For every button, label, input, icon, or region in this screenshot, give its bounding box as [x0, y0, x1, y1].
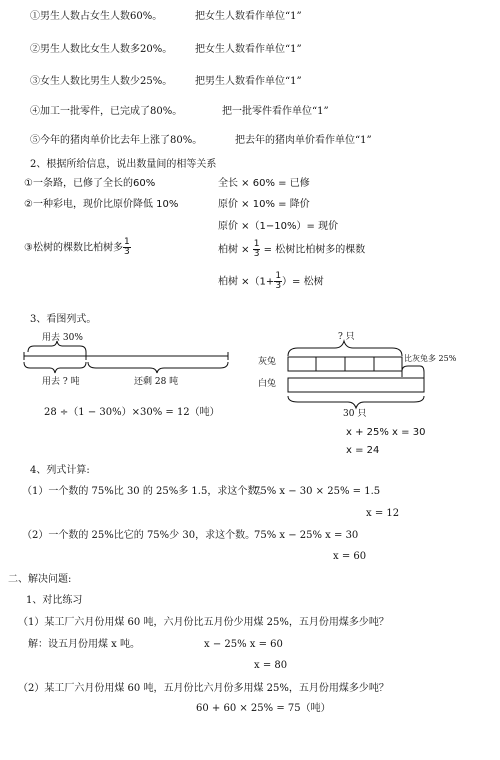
s5-question-1: （1）某工厂六月份用煤 60 吨，六月份比五月份少用煤 25%，五月份用煤多少吨？ — [18, 617, 389, 628]
s4-problem-2-ans: x = 60 — [333, 551, 367, 562]
s5-question-1-ans: x = 80 — [254, 660, 288, 671]
label-more-25: 比灰兔多 25% — [404, 354, 457, 363]
s2-a-eq: 全长 × 60% = 已修 — [218, 178, 310, 189]
label-white-rabbit: 白兔 — [258, 379, 277, 389]
s2-c-eq2: 柏树 ×（1+ $\frac{1}{3}$ ）= 松树 — [218, 271, 324, 291]
label-total: 30 只 — [343, 409, 367, 419]
item-2-unit: 把女生人数看作单位“1” — [195, 44, 302, 55]
item-2-text: ②男生人数比女生人数多20%。 — [30, 44, 173, 55]
item-3-text: ③女生人数比男生人数少25%。 — [30, 76, 173, 87]
brace-used-bottom — [24, 362, 86, 373]
brace-gray-top — [288, 341, 402, 356]
s4-problem-1: （1）一个数的 75%比 30 的 25%多 1.5，求这个数。 — [22, 486, 268, 497]
s2-a-text: ①一条路，已修了全长的60% — [24, 178, 156, 189]
s4-problem-2-eq: 75% x − 25% x = 30 — [254, 530, 359, 541]
label-gray-rabbit: 灰兔 — [258, 357, 277, 367]
brace-rest-bottom — [88, 362, 228, 373]
s5-question-2-eq: 60 + 60 × 25% = 75（吨） — [196, 703, 331, 714]
item-4-text: ④加工一批零件，已完成了80%。 — [30, 106, 183, 117]
item-1-unit: 把女生人数看作单位“1” — [195, 11, 302, 22]
section-5-sub: 1、对比练习 — [26, 595, 83, 606]
bracket-more — [402, 366, 424, 378]
s2-c-eq1: 柏树 × $\frac{1}{3}$ = 松树比柏树多的棵数 — [218, 239, 366, 259]
s5-question-1-solve: 解：设五月份用煤 x 吨。 — [28, 639, 140, 650]
item-1-text: ①男生人数占女生人数60%。 — [30, 11, 163, 22]
section-2-heading: 2、根据所给信息，说出数量间的相等关系 — [30, 159, 217, 170]
fraction-one-third: $\frac{1}{3}$ — [253, 239, 260, 259]
label-used-percent: 用去 30% — [42, 333, 83, 343]
fraction-one-third: $\frac{1}{3}$ — [275, 271, 282, 291]
left-equation: 28 ÷（1 − 30%）×30% = 12（吨） — [44, 407, 220, 418]
label-used-unknown: 用去 ? 吨 — [42, 377, 80, 387]
item-4-unit: 把一批零件看作单位“1” — [222, 106, 329, 117]
section-5-heading: 二、解决问题: — [8, 574, 72, 585]
label-gray-unknown: ? 只 — [338, 332, 355, 342]
fraction-one-third: $\frac{1}{3}$ — [123, 237, 130, 257]
s2-b-text: ②一种彩电，现价比原价降低 10% — [24, 199, 179, 210]
brace-total-bottom — [288, 396, 424, 408]
s4-problem-1-eq: 75% x − 30 × 25% = 1.5 — [254, 486, 381, 497]
s2-b-eq2: 原价 ×（1−10%）= 现价 — [218, 221, 339, 232]
s5-question-2: （2）某工厂六月份用煤 60 吨，五月份比六月份多用煤 25%，五月份用煤多少吨？ — [18, 683, 389, 694]
s2-b-eq1: 原价 × 10% = 降价 — [218, 199, 310, 210]
right-equation-2: x = 24 — [346, 445, 380, 456]
label-rest: 还剩 28 吨 — [134, 377, 179, 387]
s4-problem-1-ans: x = 12 — [366, 508, 400, 519]
right-equation-1: x + 25% x = 30 — [346, 427, 426, 438]
item-3-unit: 把男生人数看作单位“1” — [195, 76, 302, 87]
item-5-unit: 把去年的猪肉单价看作单位“1” — [235, 135, 372, 146]
section-4-heading: 4、列式计算: — [30, 465, 90, 476]
item-5-text: ⑤今年的猪肉单价比去年上涨了80%。 — [30, 135, 203, 146]
bar-white — [288, 378, 424, 392]
s5-question-1-eq: x − 25% x = 60 — [204, 639, 283, 650]
s4-problem-2: （2）一个数的 25%比它的 75%少 30，求这个数。 — [22, 530, 256, 541]
s2-c-text: ③松树的棵数比柏树多 — [24, 242, 123, 254]
section-3-heading: 3、看图列式。 — [30, 314, 97, 325]
